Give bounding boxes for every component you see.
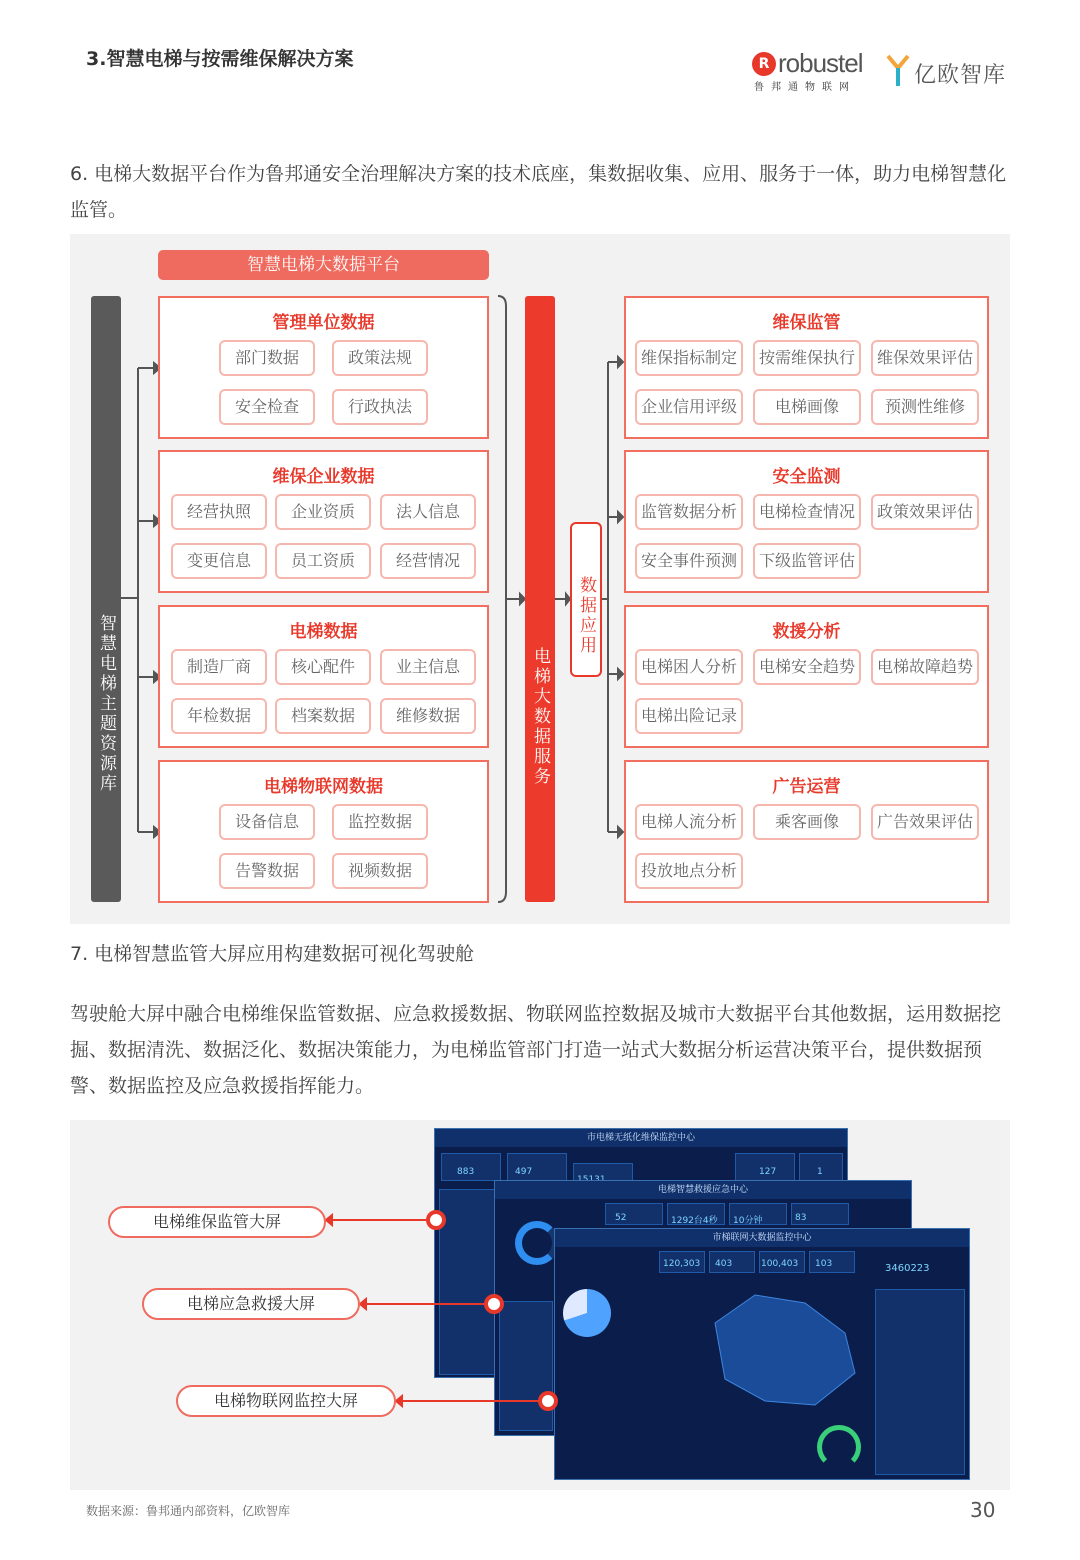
resource-library-bar: 智慧电梯主题资源库 (91, 296, 121, 902)
screen-number: 10分钟 (733, 1216, 763, 1226)
panel-elevator-iot-data (158, 760, 489, 903)
screen-number: 103 (815, 1259, 833, 1269)
chip: 年检数据 (171, 698, 267, 734)
chip: 安全检查 (219, 389, 315, 425)
chip: 部门数据 (219, 340, 315, 376)
label-iot-screen: 电梯物联网监控大屏 (176, 1385, 396, 1417)
screen-number: 3460223 (885, 1263, 930, 1274)
chip: 法人信息 (380, 494, 476, 530)
robustel-logo (752, 50, 870, 94)
section-7-title: 7. 电梯智慧监管大屏应用构建数据可视化驾驶舱 (70, 943, 475, 965)
chip: 档案数据 (275, 698, 371, 734)
chip: 员工资质 (275, 543, 371, 579)
screen-number: 883 (457, 1167, 475, 1177)
chip: 视频数据 (332, 853, 428, 889)
chip: 变更信息 (171, 543, 267, 579)
footer-source: 数据来源：鲁邦通内部资料，亿欧智库 (86, 1504, 291, 1518)
robustel-mark-icon: R (752, 52, 776, 76)
chip: 制造厂商 (171, 649, 267, 685)
label-maintenance-screen: 电梯维保监管大屏 (108, 1206, 326, 1238)
chip: 电梯画像 (753, 389, 861, 425)
panel-maintenance-company-data (158, 450, 489, 593)
yiou-logo (886, 52, 1016, 92)
bigdata-service-bar: 电梯大数据服务 (525, 296, 555, 902)
dashboard-figure (70, 1120, 1010, 1490)
chip: 核心配件 (275, 649, 371, 685)
chip: 监控数据 (332, 804, 428, 840)
chip: 电梯安全趋势 (753, 649, 861, 685)
page-number: 30 (970, 1498, 996, 1522)
page-header-title: 3.智慧电梯与按需维保解决方案 (86, 48, 354, 70)
screen-number: 52 (615, 1213, 627, 1223)
chip: 维保效果评估 (871, 340, 979, 376)
chip: 维修数据 (380, 698, 476, 734)
chip: 政策效果评估 (871, 494, 979, 530)
chip: 安全事件预测 (635, 543, 743, 579)
chip: 设备信息 (219, 804, 315, 840)
chip: 电梯出险记录 (635, 698, 743, 734)
chip: 经营情况 (380, 543, 476, 579)
platform-diagram (70, 234, 1010, 924)
chip: 电梯困人分析 (635, 649, 743, 685)
chip: 电梯故障趋势 (871, 649, 979, 685)
screen-number: 1292台4秒 (671, 1216, 718, 1226)
chip: 维保指标制定 (635, 340, 743, 376)
panel-title: 管理单位数据 (272, 313, 375, 333)
robustel-subtitle: 鲁邦通物联网 (754, 82, 856, 93)
panel-title: 维保监管 (772, 313, 841, 333)
screen-number: 403 (715, 1259, 733, 1269)
chip: 广告效果评估 (871, 804, 979, 840)
chip: 电梯人流分析 (635, 804, 743, 840)
chip: 经营执照 (171, 494, 267, 530)
chip: 政策法规 (332, 340, 428, 376)
screen-number: 497 (515, 1167, 533, 1177)
chip: 下级监管评估 (753, 543, 861, 579)
chip: 按需维保执行 (753, 340, 861, 376)
paragraph-7: 驾驶舱大屏中融合电梯维保监管数据、应急救援数据、物联网监控数据及城市大数据平台其他数据，运用数据挖掘、数据清洗、数据泛化、数据决策能力，为电梯监管部门打造一站式大数据分析运营决策平台，提供数据预警、数据监控及应急救援指挥能力。 (70, 1003, 1002, 1097)
panel-title: 救援分析 (772, 622, 841, 642)
panel-safety-monitoring (624, 450, 989, 593)
panel-maintenance-supervision (624, 296, 989, 439)
label-rescue-screen: 电梯应急救援大屏 (142, 1288, 360, 1320)
panel-rescue-analysis (624, 605, 989, 748)
panel-title: 电梯数据 (289, 622, 358, 642)
chip: 告警数据 (219, 853, 315, 889)
paragraph-6: 6. 电梯大数据平台作为鲁邦通安全治理解决方案的技术底座，集数据收集、应用、服务于一体，助力电梯智慧化监管。 (70, 163, 1007, 221)
platform-banner: 智慧电梯大数据平台 (158, 250, 489, 280)
screen-number: 127 (759, 1167, 777, 1177)
screen-title: 市电梯无纸化维保监控中心 (586, 1133, 695, 1143)
chip: 预测性维修 (871, 389, 979, 425)
chip: 乘客画像 (753, 804, 861, 840)
screen-number: 83 (795, 1213, 807, 1223)
chip: 电梯检查情况 (753, 494, 861, 530)
screen-title: 电梯智慧救援应急中心 (657, 1185, 748, 1195)
robustel-wordmark: robustel (778, 48, 863, 78)
yiou-mark-icon (886, 52, 910, 88)
panel-elevator-data (158, 605, 489, 748)
panel-title: 维保企业数据 (272, 467, 375, 487)
screen-number: 100,403 (761, 1259, 799, 1269)
screen-number: 1 (817, 1167, 823, 1177)
screen-number: 120,303 (663, 1259, 701, 1269)
chip: 企业信用评级 (635, 389, 743, 425)
yiou-wordmark: 亿欧智库 (914, 63, 1007, 88)
chip: 企业资质 (275, 494, 371, 530)
data-application-box: 数据应用 (570, 522, 602, 677)
panel-title: 广告运营 (772, 777, 841, 797)
chip: 监管数据分析 (635, 494, 743, 530)
chip: 业主信息 (380, 649, 476, 685)
panel-title: 安全监测 (772, 467, 841, 487)
panel-title: 电梯物联网数据 (264, 777, 383, 797)
screen-title: 市梯联网大数据监控中心 (712, 1233, 812, 1243)
panel-management-data (158, 296, 489, 439)
chip: 行政执法 (332, 389, 428, 425)
chip: 投放地点分析 (635, 853, 743, 889)
panel-advertising-operation (624, 760, 989, 903)
